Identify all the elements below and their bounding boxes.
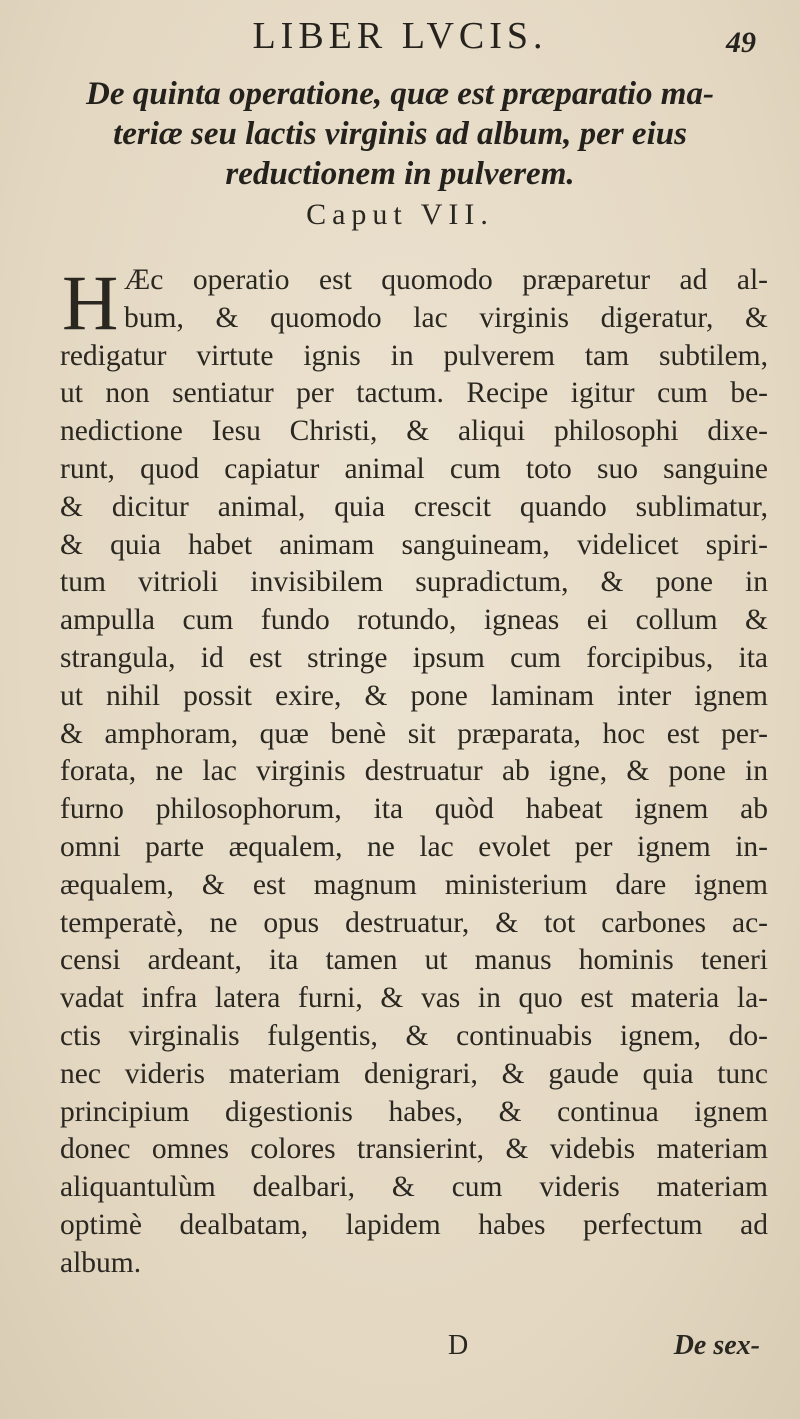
text-line: aliquantulùm dealbari, & cum videris materiam [60, 1171, 768, 1204]
heading-line: reductionem in pulverem. [225, 156, 575, 192]
text-line: forata, ne lac virginis destruatur ab igne, & pone in [60, 755, 768, 788]
drop-cap: H [62, 259, 119, 346]
text-line: & amphoram, quæ benè sit præparata, hoc est per- [60, 717, 768, 750]
text-line: ut non sentiatur per tactum. Recipe igitur cum be- [60, 377, 768, 410]
running-head [0, 14, 800, 62]
chapter-heading [30, 74, 770, 194]
body-text [60, 259, 768, 1283]
text-line: æqualem, & est magnum ministerium dare ignem [60, 868, 768, 901]
text-line: & quia habet animam sanguineam, videlicet spiri- [60, 528, 768, 561]
text-line: redigatur virtute ignis in pulverem tam subtilem, [60, 339, 768, 372]
text-line: & dicitur animal, quia crescit quando sublimatur, [60, 490, 768, 523]
text-line: furno philosophorum, ita quòd habeat ignem ab [60, 793, 768, 826]
text-line: donec omnes colores transierint, & videbis materiam [60, 1133, 768, 1166]
text-line: strangula, id est stringe ipsum cum forcipibus, ita [60, 641, 768, 674]
text-line: tum vitrioli invisibilem supradictum, & pone in [60, 566, 768, 599]
heading-line: teriæ seu lactis virginis ad album, per eius [113, 116, 687, 152]
text-line: nedictione Iesu Christi, & aliqui philosophi dixe- [60, 415, 768, 448]
text-line: omni parte æqualem, ne lac evolet per ignem in- [60, 830, 768, 863]
chapter-label: Caput VII. [306, 198, 494, 231]
page-footer [0, 1330, 800, 1370]
heading-line: De quinta operatione, quæ est præparatio ma- [86, 76, 714, 112]
text-line: runt, quod capiatur animal cum toto suo sanguine [60, 452, 768, 485]
text-line: nec videris materiam denigrari, & gaude quia tunc [60, 1057, 768, 1090]
signature-mark: D [448, 1330, 469, 1361]
catchword: De sex- [673, 1330, 760, 1361]
text-line: ut nihil possit exire, & pone laminam inter ignem [60, 679, 768, 712]
text-line: ctis virginalis fulgentis, & continuabis ignem, do- [60, 1019, 768, 1052]
text-line: vadat infra latera furni, & vas in quo est materia la- [60, 982, 768, 1015]
text-line: ampulla cum fundo rotundo, igneas ei collum & [60, 604, 768, 637]
text-line: Æc operatio est quomodo præparetur ad al- [124, 264, 768, 296]
page-number: 49 [726, 26, 756, 59]
text-line: principium digestionis habes, & continua ignem [60, 1095, 768, 1128]
running-title: LIBER LVCIS. [252, 15, 548, 57]
text-line: album. [60, 1246, 142, 1279]
text-line: temperatè, ne opus destruatur, & tot carbones ac- [60, 906, 768, 939]
text-line: bum, & quomodo lac virginis digeratur, & [124, 301, 768, 334]
text-line: censi ardeant, ita tamen ut manus hominis teneri [60, 944, 768, 977]
text-line: optimè dealbatam, lapidem habes perfectum ad [60, 1208, 768, 1241]
